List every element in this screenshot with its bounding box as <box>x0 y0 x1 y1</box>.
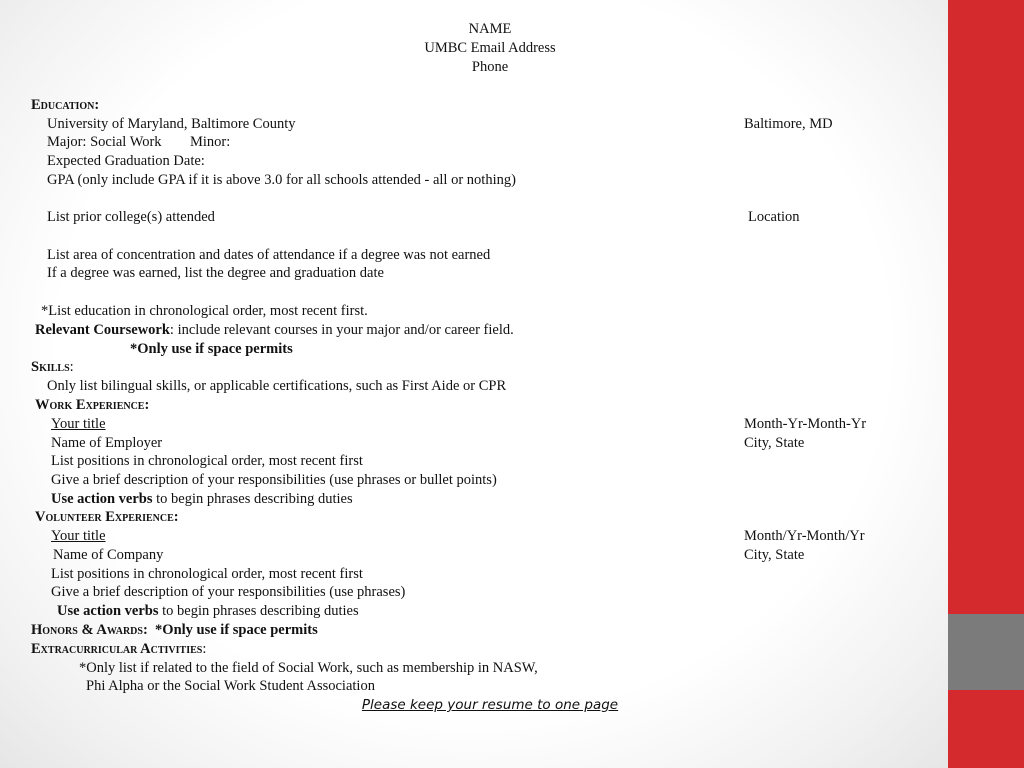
education-order-note: *List education in chronological order, most recent first. <box>41 303 368 319</box>
coursework-heading: Relevant Coursework <box>35 322 170 338</box>
work-dates: Month-Yr-Month-Yr <box>744 416 867 432</box>
extracurricular-line-2: Phi Alpha or the Social Work Student Association <box>86 678 375 694</box>
volunteer-line-2: Give a brief description of your responsibilities (use phrases) <box>51 584 406 600</box>
skills-heading-line <box>31 358 74 376</box>
resume-email: UMBC Email Address <box>424 40 556 56</box>
work-action-bold: Use action verbs <box>51 491 153 507</box>
education-heading: Education: <box>31 97 100 113</box>
education-prior-college: List prior college(s) attended <box>47 209 215 225</box>
footer-note: Please keep your resume to one page <box>361 697 619 713</box>
resume-phone: Phone <box>471 59 509 75</box>
work-action-rest: to begin phrases describing duties <box>152 491 353 507</box>
coursework-note: *Only use if space permits <box>130 341 293 357</box>
honors-note: *Only use if space permits <box>155 622 318 638</box>
volunteer-dates: Month/Yr-Month/Yr <box>744 528 865 544</box>
volunteer-company: Name of Company <box>53 547 164 563</box>
work-line-1: List positions in chronological order, most recent first <box>51 453 363 469</box>
resume-name: NAME <box>468 21 512 37</box>
side-bar-red-top <box>948 0 1024 614</box>
education-concentration: List area of concentration and dates of attendance if a degree was not earned <box>47 247 491 263</box>
coursework-line <box>35 321 514 339</box>
work-line-2: Give a brief description of your responsibilities (use phrases or bullet points) <box>51 472 497 488</box>
extracurricular-heading-line <box>31 640 206 658</box>
volunteer-line-1: List positions in chronological order, most recent first <box>51 566 363 582</box>
coursework-text: : include relevant courses in your major and/or career field. <box>169 322 514 338</box>
education-degree: If a degree was earned, list the degree and graduation date <box>47 265 384 281</box>
volunteer-title: Your title <box>51 528 106 544</box>
volunteer-heading: Volunteer Experience: <box>35 509 179 525</box>
extracurricular-colon: : <box>202 641 207 657</box>
honors-heading: Honors & Awards: <box>31 622 148 638</box>
skills-colon: : <box>69 359 74 375</box>
side-accent-bar <box>948 0 1024 768</box>
honors-line <box>31 621 318 639</box>
extracurricular-line-1: *Only list if related to the field of Social Work, such as membership in NASW, <box>79 660 538 676</box>
work-employer: Name of Employer <box>51 435 163 451</box>
education-gpa: GPA (only include GPA if it is above 3.0 for all schools attended - all or nothing) <box>47 172 516 188</box>
skills-heading: Skills <box>31 359 70 375</box>
work-action-line <box>51 490 353 508</box>
volunteer-action-rest: to begin phrases describing duties <box>158 603 359 619</box>
volunteer-action-bold: Use action verbs <box>57 603 159 619</box>
education-school-location: Baltimore, MD <box>744 116 833 132</box>
work-heading: Work Experience: <box>35 397 150 413</box>
education-minor: Minor: <box>190 134 231 150</box>
volunteer-action-line <box>57 602 359 620</box>
skills-text: Only list bilingual skills, or applicable certifications, such as First Aide or CPR <box>47 378 507 394</box>
volunteer-location: City, State <box>744 547 805 563</box>
education-school: University of Maryland, Baltimore County <box>47 116 296 132</box>
work-location: City, State <box>744 435 805 451</box>
work-title: Your title <box>51 416 106 432</box>
extracurricular-heading: Extracurricular Activities <box>31 641 203 657</box>
education-major: Major: Social Work <box>47 134 162 150</box>
education-graduation: Expected Graduation Date: <box>47 153 205 169</box>
education-prior-location: Location <box>748 209 800 225</box>
side-bar-gray-block <box>948 614 1024 690</box>
